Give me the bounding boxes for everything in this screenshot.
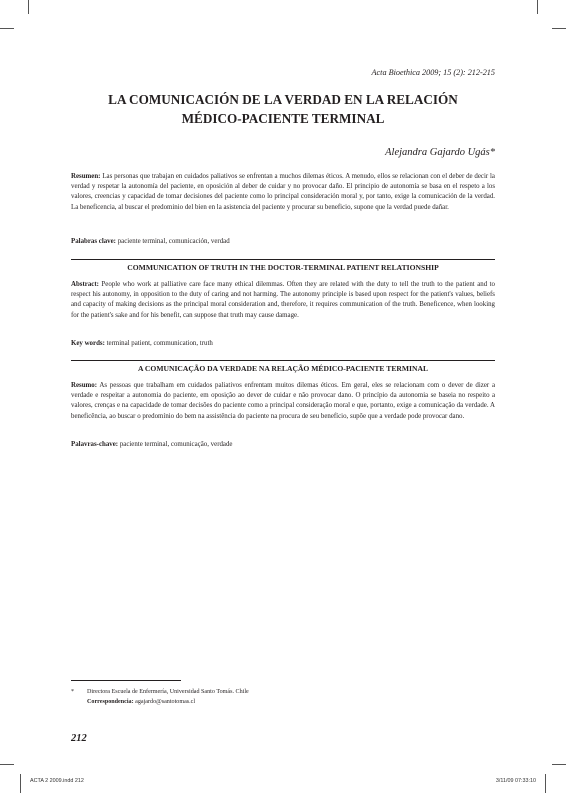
- article-title: [71, 90, 495, 128]
- abstract-en-text: People who work at palliative care face many ethical dilemmas. Often they are related with the duty to tell the truth to the patient and to respect his autonomy, in opposition to the duty of caring and not harming. The autonomy principle is based upon respect for the patient's values, beliefs and capacity of making decisions as the principal moral consideration and, therefore, it requires communication of the truth. Beneficence, when looking for the patient's sake and for his benefit, can suppose that truth may cause damage.: [71, 281, 495, 319]
- title-line-2: MÉDICO-PACIENTE TERMINAL: [181, 111, 385, 126]
- section-heading-pt: A COMUNICAÇÃO DA VERDADE NA RELAÇÃO MÉDICO-PACIENTE TERMINAL: [137, 364, 429, 373]
- abstract-pt-text: As pessoas que trabalham em cuidados paliativos enfrentam muitos dilemas éticos. Em geral, eles se relacionam com o dever de dizer a verdade e respeitar a autonomia do paciente, em oposição ao dever de cuidar e não provocar dano. O princípio da autonomia se baseia no respeito a valores, crenças e na capacidade de tomar decisões do paciente como a principal consideração moral e que, portanto, exige a comunicação da verdade. A beneficência, ao buscar o predomínio do bem na assistência do paciente na procura de seu benefício, supõe que a verdade pode provocar dano.: [71, 382, 496, 420]
- crop-mark: [20, 774, 21, 793]
- keywords-en: [71, 340, 495, 347]
- abstract-es-label: Resumen:: [71, 173, 101, 180]
- author-name: Alejandra Gajardo Ugás*: [385, 147, 495, 158]
- abstract-es-text: Las personas que trabajan en cuidados paliativos se enfrentan a muchos dilemas éticos. A menudo, ellos se relacionan con el deber de decir la verdad y respetar la autonomía del paciente, en oposición al deber de cuidar y no provocar daño. El principio de autonomía se basa en el respeto a los valores, creencias y capacidad de tomar decisiones del paciente como lo principal consideración moral y, por tanto, exige la comunicación de la verdad. La beneficencia, al buscar el predominio del bien en la asistencia del paciente y procurar su beneficio, supone que la verdad puede dañar.: [71, 173, 495, 211]
- crop-mark: [537, 0, 538, 14]
- section-divider: [71, 360, 495, 361]
- crop-mark: [552, 28, 566, 29]
- crop-mark: [545, 774, 546, 793]
- keywords-en-text: terminal patient, communication, truth: [106, 340, 213, 347]
- footnote-affiliation: Directora Escuela de Enfermería, Universidad Santo Tomás. Chile: [87, 689, 249, 695]
- print-slug-file: ACTA 2 2009.indd 212: [30, 778, 84, 784]
- keywords-pt-label: Palavras-chave:: [71, 441, 119, 448]
- title-line-1: LA COMUNICACIÓN DE LA VERDAD EN LA RELACIÓN: [108, 92, 458, 107]
- keywords-es: [71, 238, 495, 245]
- section-heading-en: COMMUNICATION OF TRUTH IN THE DOCTOR-TERMINAL PATIENT RELATIONSHIP: [127, 263, 439, 272]
- crop-mark: [0, 764, 14, 765]
- keywords-es-label: Palabras clave:: [71, 238, 116, 245]
- footnote-correspondence-label: Correspondencia:: [87, 699, 134, 705]
- abstract-pt: [71, 381, 495, 422]
- crop-mark: [0, 28, 14, 29]
- abstract-es: [71, 172, 495, 213]
- footnote-email[interactable]: agajardo@santotomas.cl: [135, 699, 196, 705]
- page-number: 212: [71, 733, 87, 744]
- keywords-pt: [71, 441, 495, 448]
- abstract-pt-label: Resumo:: [71, 382, 98, 389]
- keywords-en-label: Key words:: [71, 340, 105, 347]
- abstract-en: [71, 280, 495, 321]
- keywords-pt-text: paciente terminal, comunicação, verdade: [119, 441, 233, 448]
- abstract-en-label: Abstract:: [71, 281, 99, 288]
- section-divider: [71, 259, 495, 260]
- keywords-es-text: paciente terminal, comunicación, verdad: [117, 238, 230, 245]
- journal-reference: Acta Bioethica 2009; 15 (2): 212-215: [371, 68, 495, 77]
- footnote-rule: [71, 680, 181, 681]
- crop-mark: [552, 764, 566, 765]
- footnote: [71, 687, 249, 707]
- crop-mark: [28, 0, 29, 14]
- print-slug-timestamp: 3/11/09 07:33:10: [495, 778, 536, 784]
- footnote-marker: *: [71, 689, 75, 695]
